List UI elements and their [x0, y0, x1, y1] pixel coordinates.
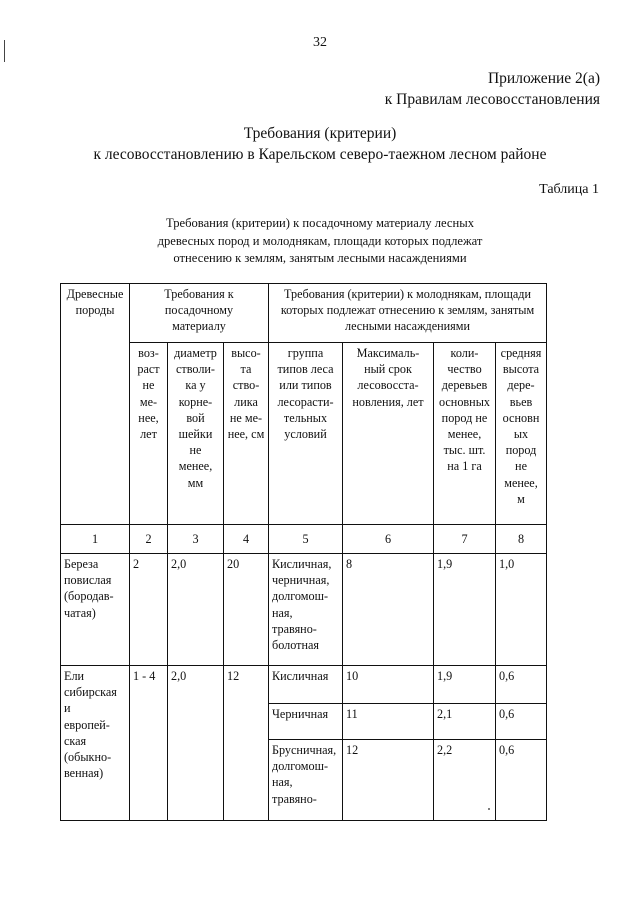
appendix-reference: [385, 68, 600, 110]
document-title: [0, 123, 640, 165]
header-age: воз- раст не ме- нее, лет: [130, 343, 168, 525]
cell-forest-type: Кисличная: [269, 666, 343, 704]
page-number: 32: [313, 35, 327, 50]
requirements-table: [60, 283, 547, 821]
cell-diameter: 2,0: [168, 554, 224, 666]
cell-avg-height: 1,0: [496, 554, 547, 666]
table-label: Таблица 1: [539, 182, 599, 197]
cell-height: 12: [224, 666, 269, 821]
column-number: 1: [61, 525, 130, 554]
cell-max-term: 10: [343, 666, 434, 704]
column-number: 5: [269, 525, 343, 554]
column-number: 6: [343, 525, 434, 554]
cell-forest-type: Черничная: [269, 704, 343, 740]
header-diameter: диаметр стволи- ка у корне- вой шейки не менее, мм: [168, 343, 224, 525]
header-planting-material: Требования к посадочному материалу: [130, 284, 269, 343]
column-number: 4: [224, 525, 269, 554]
cell-tree-count: 2,1: [434, 704, 496, 740]
column-number: 3: [168, 525, 224, 554]
table-row-spruce-1: [61, 666, 547, 704]
table-row-birch: [61, 554, 547, 666]
cell-avg-height: 0,6: [496, 666, 547, 704]
header-young-stands: Требования (критерии) к молоднякам, площади которых подлежат отнесению к землям, занятым лесными насаждениями: [269, 284, 547, 343]
header-avg-height: средняя высота дере- вьев основн ых пород не менее, м: [496, 343, 547, 525]
cell-age: 1 - 4: [130, 666, 168, 821]
cell-age: 2: [130, 554, 168, 666]
cell-species: Ели сибирская и европей- ская (обыкно- венная): [61, 666, 130, 821]
cell-species: Береза повислая (бородав- чатая): [61, 554, 130, 666]
caption-line-2: древесных пород и молоднякам, площади которых подлежат: [157, 233, 483, 248]
header-row-1: [61, 284, 547, 343]
column-number: 8: [496, 525, 547, 554]
cell-diameter: 2,0: [168, 666, 224, 821]
title-line-2: к лесовосстановлению в Карельском северо-таежном лесном районе: [93, 146, 547, 163]
cell-avg-height: 0,6: [496, 704, 547, 740]
cell-tree-count: 2,2: [434, 740, 496, 821]
column-number: 2: [130, 525, 168, 554]
title-line-1: Требования (критерии): [243, 125, 397, 142]
cell-tree-count: 1,9: [434, 554, 496, 666]
header-species: Древесные породы: [61, 284, 130, 525]
caption-line-3: отнесению к землям, занятым лесными насаждениями: [173, 251, 467, 265]
header-row-2: [61, 343, 547, 525]
appendix-line-2: к Правилам лесовосстановления: [384, 91, 600, 108]
cell-forest-type: Кисличная, черничная, долгомош- ная, травяно- болотная: [269, 554, 343, 666]
cell-max-term: 12: [343, 740, 434, 821]
header-tree-count: коли- чество деревьев основных пород не менее, тыс. шт. на 1 га: [434, 343, 496, 525]
cell-forest-type: Брусничная, долгомош- ная, травяно-: [269, 740, 343, 821]
appendix-line-1: Приложение 2(а): [487, 70, 600, 87]
table-caption: [0, 215, 640, 268]
cell-max-term: 11: [343, 704, 434, 740]
column-number: 7: [434, 525, 496, 554]
column-number-row: [61, 525, 547, 554]
header-height: высо- та ство- лика не ме- нее, см: [224, 343, 269, 525]
caption-line-1: Требования (критерии) к посадочному материалу лесных: [165, 216, 474, 230]
cell-tree-count: 1,9: [434, 666, 496, 704]
scan-speck: [488, 808, 490, 810]
header-max-term: Максималь- ный срок лесовосста- новления, лет: [343, 343, 434, 525]
cell-height: 20: [224, 554, 269, 666]
header-forest-type: группа типов леса или типов лесорасти- тельных условий: [269, 343, 343, 525]
cell-avg-height: 0,6: [496, 740, 547, 821]
cell-max-term: 8: [343, 554, 434, 666]
